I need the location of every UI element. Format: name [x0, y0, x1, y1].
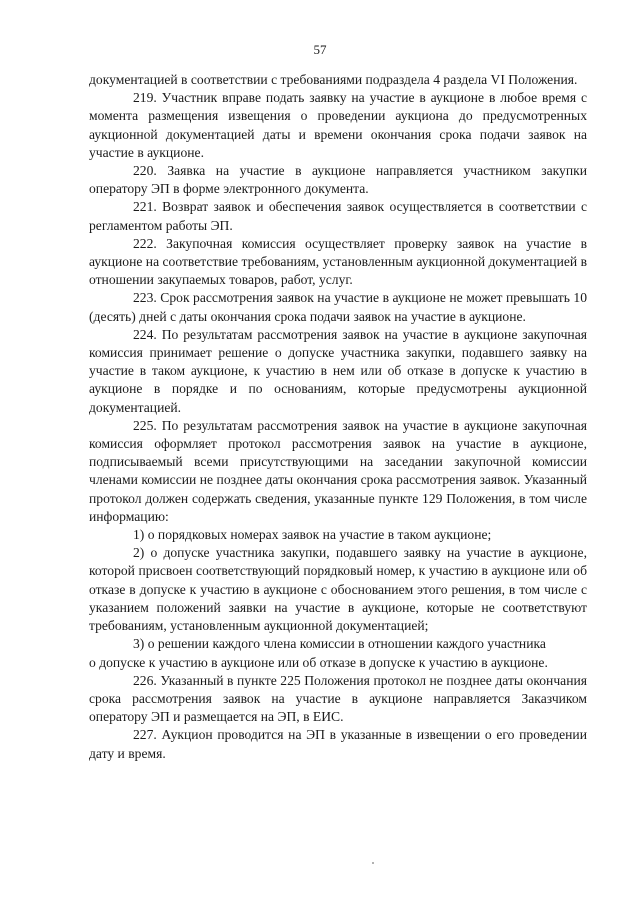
paragraph-continuation: документацией в соответствии с требованиями подраздела 4 раздела VI Положения. — [89, 72, 578, 87]
paragraph-220: 220. Заявка на участие в аукционе направляется участником закупки оператору ЭП в форме электронного документа. — [89, 163, 587, 197]
paragraph-227: 227. Аукцион проводится на ЭП в указанные в извещении о его проведении дату и время. — [89, 727, 587, 761]
paragraph-223: 223. Срок рассмотрения заявок на участие в аукционе не может превышать 10 (десять) дней с даты окончания срока подачи заявок на участие в аукционе. — [89, 290, 587, 324]
page-number: 57 — [313, 42, 327, 57]
list-item-3-continuation: о допуске к участию в аукционе или об отказе в допуске к участию в аукционе. — [89, 654, 548, 670]
paragraph-219: 219. Участник вправе подать заявку на участие в аукционе в любое время с момента размещения извещения о проведении аукциона до предусмотренных аукционной документацией даты и времени окончания срока подачи заявок на участие в аукционе. — [89, 90, 587, 160]
paragraph-221: 221. Возврат заявок и обеспечения заявок осуществляется в соответствии с регламентом работы ЭП. — [89, 199, 587, 233]
paragraph-225: 225. По результатам рассмотрения заявок на участие в аукционе закупочная комиссия оформляет протокол рассмотрения заявок на участие в аукционе, подписываемый всеми присутствующими на заседании закупочной комиссии членами комиссии не позднее даты окончания срока рассмотрения заявок. Указанный протокол должен содержать сведения, указанные пункте 129 Положения, в том числе информацию: — [89, 417, 587, 524]
scan-speck — [372, 862, 374, 864]
list-item-2: 2) о допуске участника закупки, подавшего заявку на участие в аукционе, которой присвоен соответствующий порядковый номер, к участию в аукционе или об отказе в допуске к участию в аукционе с обоснованием этого решения, в том числе с указанием положений заявки на участие в аукционе, которые не соответствуют требованиям, установленным аукционной документацией; — [89, 545, 587, 634]
list-item-1: 1) о порядковых номерах заявок на участие в таком аукционе; — [133, 527, 492, 543]
document-body — [89, 71, 587, 763]
paragraph-226: 226. Указанный в пункте 225 Положения протокол не позднее даты окончания срока рассмотрения заявок на участие в аукционе направляется Заказчиком оператору ЭП и размещается на ЭП, в ЕИС. — [89, 672, 587, 725]
list-item-3: 3) о решении каждого члена комиссии в отношении каждого участника — [133, 636, 546, 652]
paragraph-222: 222. Закупочная комиссия осуществляет проверку заявок на участие в аукционе на соответствие требованиям, установленным аукционной документацией в отношении закупаемых товаров, работ, услуг. — [89, 235, 587, 288]
paragraph-224: 224. По результатам рассмотрения заявок на участие в аукционе закупочная комиссия принимает решение о допуске участника закупки, подавшего заявку на участие в таком аукционе, к участию в нем или об отказе в допуске к участию в аукционе в порядке и по основаниям, которые предусмотрены аукционной документацией. — [89, 326, 587, 415]
